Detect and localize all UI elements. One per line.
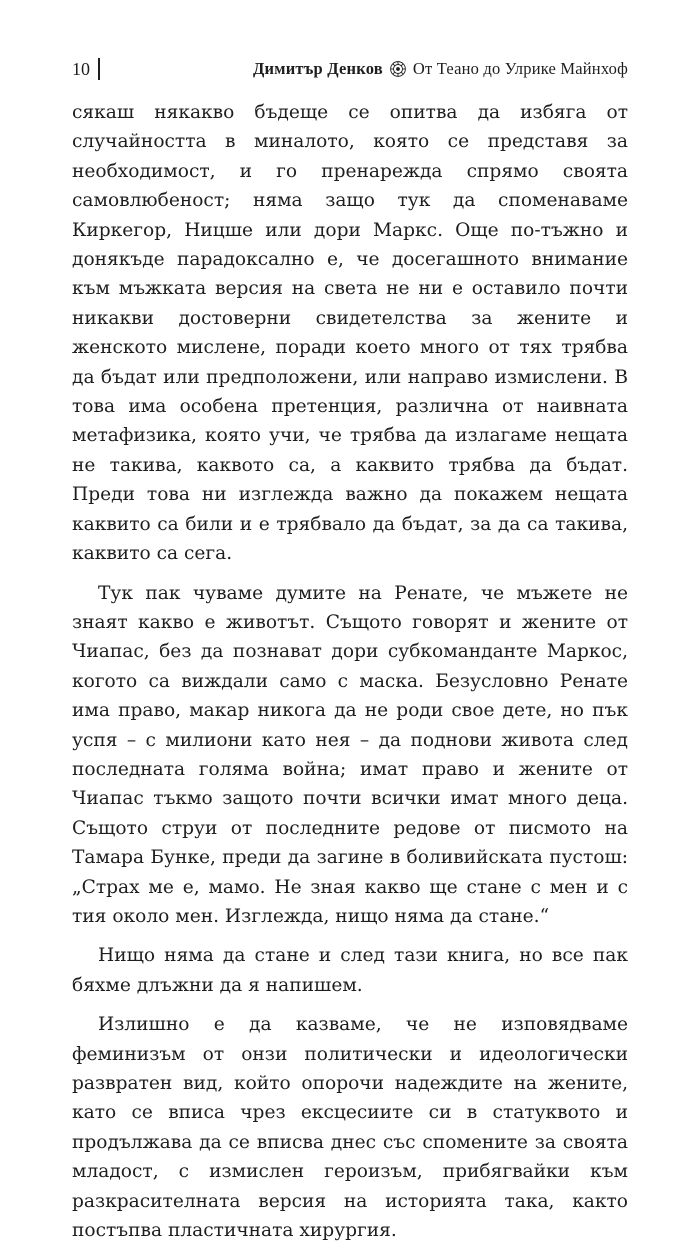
book-title: От Теано до Улрике Майнхоф <box>412 59 628 78</box>
page-number-text: 10 <box>72 58 90 79</box>
paragraph-4: Излишно е да казваме, че не изповядваме феминизъм от онзи политически и идеологически развратен вид, който опорочи надеждите на жените, като се вписа чрез ексцесиите си в статуквото и продължава да се вписва днес със спомените за своята младост, с измислен героизъм, прибягвайки към разкрасителната версия на историята така, както постъпва пластичната хирургия. <box>72 1014 628 1242</box>
paragraph-2: Тук пак чуваме думите на Ренате, че мъжете не знаят какво е животът. Същото говорят и жените от Чиапас, без да познават дори субкоманданте Маркос, когото са виждали само с маска. Безусловно Ренате има право, макар никога да не роди свое дете, но пък успя – с милиони като нея – да поднови живота след последната голяма война; имат право и жените от Чиапас тъкмо защото почти всички имат много деца. Същото струи от последните редове от писмото на Тамара Бунке, преди да загине в боливийската пустош: „Страх ме е, мамо. Не зная какво ще стане с мен и с тия около мен. Изглежда, нищо няма да стане.“ <box>72 582 628 927</box>
running-header <box>72 54 628 84</box>
paragraph-3: Нищо няма да стане и след тази книга, но все пак бяхме длъжни да я напишем. <box>72 945 628 996</box>
rosette-ornament-icon <box>389 60 407 78</box>
paragraph-1: сякаш някакво бъдеще се опитва да избяга от случайността в миналото, която се представя за необходимост, и го пренарежда спрямо своята самовлюбеност; няма защо тук да споменаваме Киркегор, Ницше или дори Маркс. Още по-тъжно и донякъде парадоксално е, че досегашното внимание към мъжката версия на света не ни е оставило почти никакви достоверни свидетелства за жените и женското мислене, поради което много от тях трябва да бъдат или предположени, или направо измислени. В това има особена претенция, различна от наивната метафизика, която учи, че трябва да излагаме нещата не такива, каквото са, а каквито трябва да бъдат. Преди това ни изглежда важно да покажем нещата каквито са били и е трябвало да бъдат, за да са такива, каквито са сега. <box>72 102 628 565</box>
page-number-divider <box>98 58 100 80</box>
author-name: Димитър Денков <box>253 59 383 78</box>
running-head <box>253 59 628 79</box>
page-number <box>72 58 100 80</box>
body-text <box>72 98 628 1255</box>
